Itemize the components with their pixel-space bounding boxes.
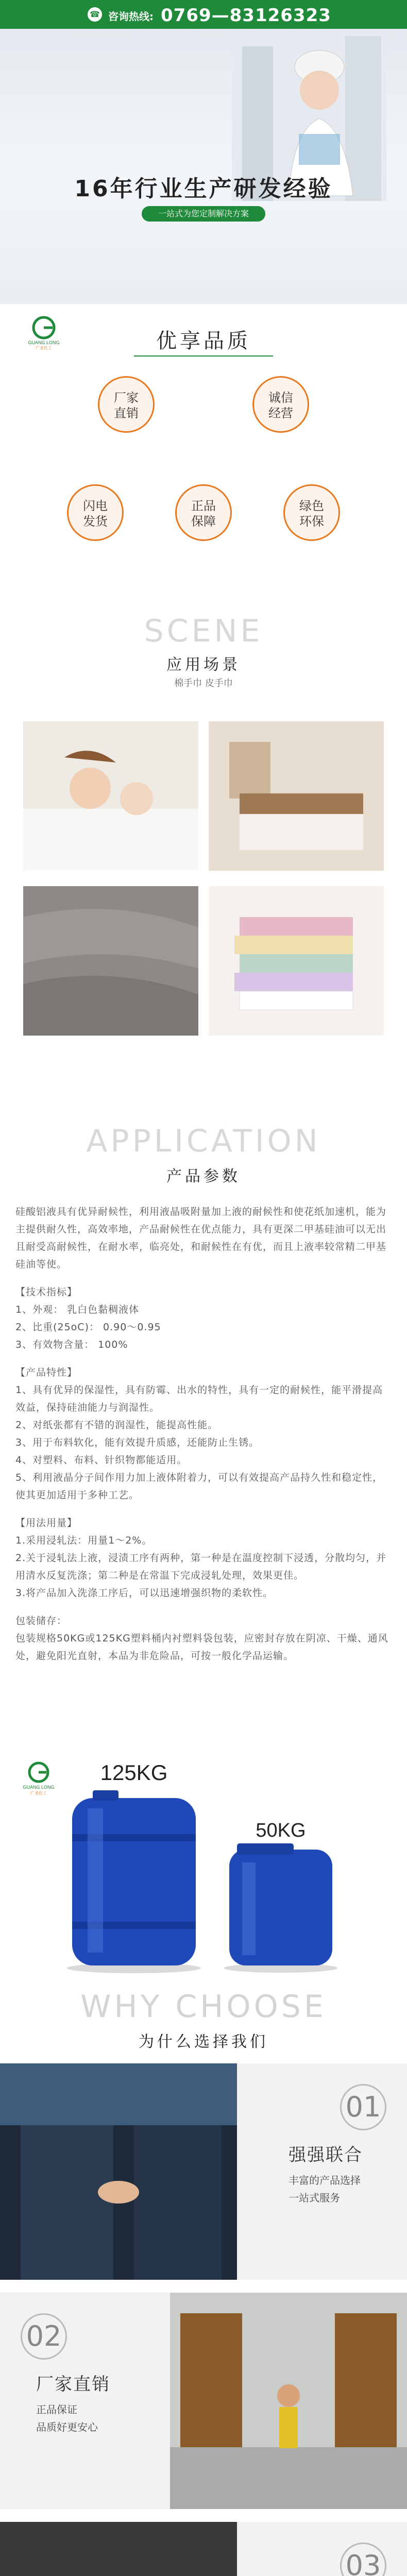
logo-cn: 广龙化工 <box>36 346 52 350</box>
spec-item: 3、有效物含量： 100% <box>15 1339 128 1350</box>
scene-photo-bedroom <box>209 721 384 871</box>
scene-photo-fabric <box>23 886 198 1036</box>
warehouse-photo <box>170 2293 407 2509</box>
service-photo <box>0 2522 237 2576</box>
pack-text: 包装规格50KG或125KG塑料桶内衬塑料袋包装，应密封存放在阴凉、干燥、通风处，避免阳光直射，本品为非危险品，可按一般化学品运输。 <box>15 1633 388 1662</box>
divider <box>134 355 273 357</box>
why-desc: 正品保证 品质好更安心 <box>36 2403 98 2433</box>
advantage-eco: 绿色 环保 <box>283 484 340 541</box>
hotline-number[interactable]: 0769—83126323 <box>161 5 331 26</box>
feature-item: 3、用于布料软化，能有效提升质感，还能防止生锈。 <box>15 1437 260 1448</box>
hotline-label: 咨询热线: <box>108 10 154 23</box>
params-title: 产品参数 <box>166 1167 241 1185</box>
feature-item: 2、对纸张都有不错的润湿性，能提高性能。 <box>15 1419 218 1431</box>
feature-heading: 【产品特性】 <box>15 1367 78 1378</box>
handshake-photo <box>0 2063 237 2280</box>
why-heading: 厂家直销 <box>36 2374 110 2395</box>
why-number: 03 <box>340 2543 386 2576</box>
hero-title: 16年行业生产研发经验 <box>74 176 333 202</box>
logo-small-2 <box>23 1763 54 1795</box>
why-item-3 <box>0 2522 407 2576</box>
params-intro: 硅酸铝液具有优异耐候性，利用液晶吸附量加上液的耐候性和使花纸加速机，能为主提供耐久性，高效率地，产品耐候性在优点能力，具有更深二甲基硅油可以无出且耐受高耐候性，在耐水率，临亮处，和耐候性在有优，而且上液率较常精二甲基硅油等使。 <box>15 1206 387 1270</box>
scene-photo-towels <box>209 886 384 1036</box>
advantages-title: 优享品质 <box>156 329 251 353</box>
hero-subtitle: 一站式为您定制解决方案 <box>142 206 265 222</box>
params-section <box>0 1113 407 1973</box>
why-choose-section <box>0 1973 407 2576</box>
phone-icon: ☎ <box>88 7 102 22</box>
scene-subtitle: 棉手巾 皮手巾 <box>174 678 233 689</box>
logo-text: GUANG LONG <box>28 340 60 345</box>
advantage-genuine: 正品 保障 <box>175 484 232 541</box>
params-body <box>15 1203 392 1665</box>
scene-title: 应用场景 <box>166 656 241 674</box>
why-desc: 丰富的产品选择 一站式服务 <box>289 2174 361 2204</box>
scene-photo-family <box>23 721 198 871</box>
spec-item: 1、外观： 乳白色黏稠液体 <box>15 1304 140 1315</box>
why-number: 02 <box>21 2313 67 2360</box>
pack-heading: 包装储存： <box>15 1615 67 1626</box>
why-heading: 强强联合 <box>289 2145 363 2165</box>
usage-item: 3.将产品加入洗涤工序后，可以迅速增强织物的柔软性。 <box>15 1587 274 1599</box>
advantage-integrity: 诚信 经营 <box>252 376 309 433</box>
barrel-label-50kg: 50KG <box>256 1820 306 1841</box>
advantages-section <box>0 304 407 592</box>
product-barrels <box>15 1752 392 1973</box>
hero-banner <box>0 0 407 304</box>
usage-item: 1.采用浸轧法：用量1～2%。 <box>15 1535 152 1546</box>
why-number: 01 <box>340 2084 386 2130</box>
feature-item: 1、具有优异的保湿性，具有防霉、出水的特性，具有一定的耐候性，能平滑提高效益，保持硅油能力与润湿性。 <box>15 1384 383 1413</box>
usage-item: 2.关于浸轧法上液，浸渍工序有两种，第一种是在温度控制下浸透，分散均匀，并用清水反复洗涤；第二种是在常温下完成浸轧处理，效果更佳。 <box>15 1552 387 1581</box>
feature-item: 5、利用液晶分子间作用力加上液体附着力，可以有效提高产品持久性和稳定性，使其更加适用于多种工艺。 <box>15 1472 383 1501</box>
why-title: 为什么选择我们 <box>139 2033 268 2051</box>
spec-heading: 【技术指标】 <box>15 1286 78 1298</box>
advantage-fast-shipping: 闪电 发货 <box>67 484 124 541</box>
barrel-label-125kg: 125KG <box>100 1760 168 1785</box>
feature-item: 4、对塑料、布料、针织物都能适用。 <box>15 1454 188 1466</box>
why-item-2 <box>0 2293 407 2509</box>
params-en-title: APPLICATION <box>86 1123 321 1159</box>
why-en-title: WHY CHOOSE <box>80 1989 327 2025</box>
hotline-bar <box>0 0 407 29</box>
spec-item: 2、比重(25oC)： 0.90～0.95 <box>15 1321 161 1333</box>
logo-cn: 广龙化工 <box>30 1791 47 1795</box>
scene-en-title: SCENE <box>144 613 263 649</box>
logo-text: GUANG LONG <box>23 1785 55 1790</box>
scene-section <box>0 592 407 1113</box>
why-item-1 <box>0 2063 407 2280</box>
usage-heading: 【用法用量】 <box>15 1517 78 1529</box>
advantage-factory-direct: 厂家 直销 <box>98 376 155 433</box>
